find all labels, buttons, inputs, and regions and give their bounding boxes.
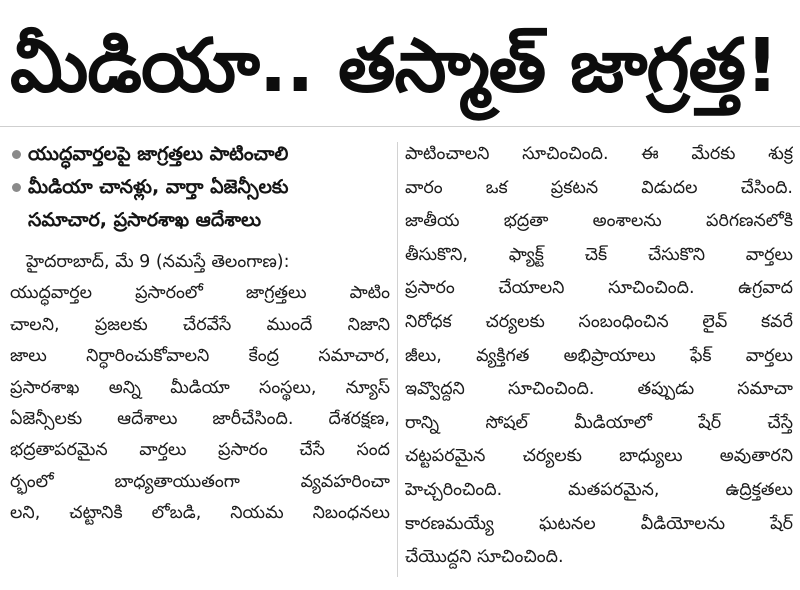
subhead-item xyxy=(10,138,390,171)
body-line: భద్రతాపరమైన వార్తలు ప్రసారం చేసే సంద xyxy=(10,440,390,461)
body-line: ఇవ్వొద్దని సూచించింది. తప్పుడు సమాచా xyxy=(405,379,793,400)
body-line: ప్రసారం చేయాలని సూచించింది. ఉగ్రవాద xyxy=(405,278,793,299)
subhead-text: సమాచార, ప్రసారశాఖ ఆదేశాలు xyxy=(28,209,262,231)
body-line: చట్టపరమైన చర్యలకు బాధ్యులు అవుతారని xyxy=(405,446,793,467)
body-line: చాలని, ప్రజలకు చేరవేసే ముందే నిజాని xyxy=(10,314,390,335)
dateline: హైదరాబాద్, మే 9 (నమస్తే తెలంగాణ): xyxy=(26,252,290,272)
subhead-item xyxy=(10,171,390,237)
body-line: కారణమయ్యే ఘటనల వీడియోలను షేర్ xyxy=(405,513,793,534)
subhead-text: యుద్ధవార్తలపై జాగ్రత్తలు పాటించాలి xyxy=(28,143,289,165)
body-line: ర్భంలో బాధ్యతాయుతంగా వ్యవహరించా xyxy=(10,471,390,492)
left-body xyxy=(10,247,390,530)
column-divider xyxy=(397,142,398,577)
subhead-list xyxy=(10,138,390,237)
headline-divider xyxy=(0,126,800,127)
body-line: జాతీయ భద్రతా అంశాలను పరిగణనలోకి xyxy=(405,211,793,232)
body-line: ఏజెన్సీలకు ఆదేశాలు జారీచేసింది. దేశరక్షణ, xyxy=(10,408,390,429)
subhead-text: మీడియా చానళ్లు, వార్తా ఏజెన్సీలకు xyxy=(28,176,289,198)
bullet-icon xyxy=(12,150,21,159)
body-line: చేయొద్దని సూచించింది. xyxy=(405,547,564,568)
body-line: తీసుకొని, ఫ్యాక్ట్ చెక్ చేసుకొని వార్తలు xyxy=(405,244,793,265)
article-headline: మీడియా.. తస్మాత్ జాగ్రత్త! xyxy=(10,23,778,109)
body-line: ప్రసారశాఖ అన్ని మీడియా సంస్థలు, న్యూస్ xyxy=(10,377,390,398)
bullet-icon xyxy=(12,183,21,192)
body-line: జీలు, వ్యక్తిగత అభిప్రాయాలు ఫేక్ వార్తలు xyxy=(405,345,793,366)
body-line: నిరోధక చర్యలకు సంబంధించిన లైవ్ కవరే xyxy=(405,311,793,332)
body-line: లని, చట్టానికి లోబడి, నియమ నిబంధనలు xyxy=(10,503,390,524)
body-line: పాటించాలని సూచించింది. ఈ మేరకు శుక్ర xyxy=(405,144,793,164)
body-line: యుద్ధవార్తల ప్రసారంలో జాగ్రత్తలు పాటిం xyxy=(10,283,390,304)
right-column xyxy=(405,138,793,575)
body-line: రాన్ని సోషల్ మీడియాలో షేర్ చేస్తే xyxy=(405,412,793,433)
body-line: హెచ్చరించింది. మతపరమైన, ఉద్రిక్తతలు xyxy=(405,479,793,500)
left-column xyxy=(10,138,390,530)
body-line: వారం ఒక ప్రకటన విడుదల చేసింది. xyxy=(405,177,793,198)
body-line: జాలు నిర్ధారించుకోవాలని కేంద్ర సమాచార, xyxy=(10,346,390,367)
